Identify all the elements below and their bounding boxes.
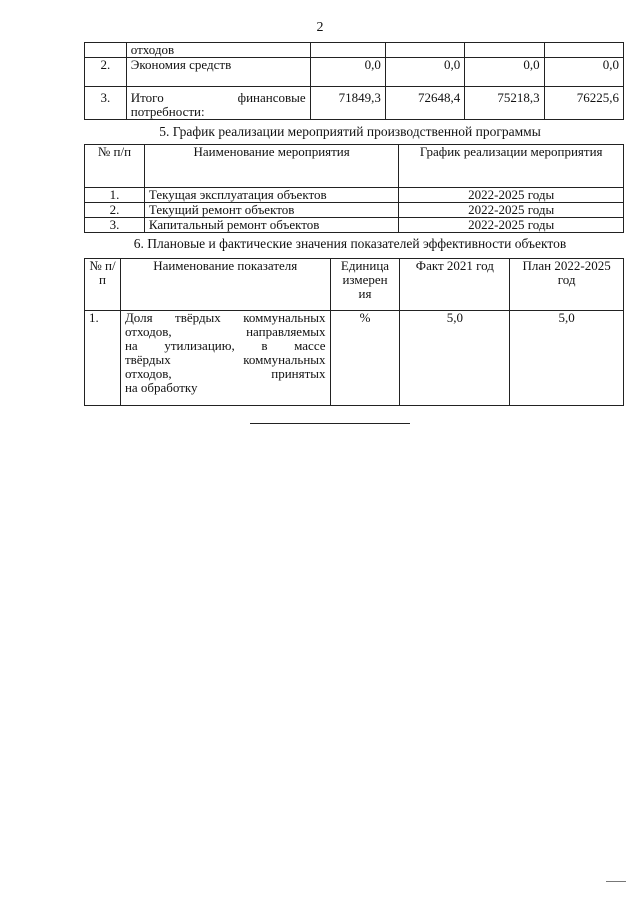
- financial-needs-table: [84, 42, 624, 120]
- table-row: [85, 218, 624, 233]
- table-row: [85, 58, 624, 87]
- row-number: 2.: [85, 58, 127, 87]
- row-number: [85, 43, 127, 58]
- row-number: 3.: [85, 87, 127, 120]
- value-cell: 0,0: [544, 58, 623, 87]
- scan-mark: [606, 881, 626, 882]
- value-cell: 0,0: [465, 58, 544, 87]
- value-cell: 75218,3: [465, 87, 544, 120]
- table-row: [85, 43, 624, 58]
- row-name-line: Итого финансовые: [130, 90, 306, 105]
- table-row: [85, 87, 624, 120]
- column-header-num: № п/п: [85, 259, 121, 311]
- row-schedule: 2022-2025 годы: [399, 188, 624, 203]
- row-number: 1.: [85, 188, 145, 203]
- row-name: отходов: [126, 43, 310, 58]
- row-name-line: Доля твёрдых коммунальных: [124, 310, 326, 325]
- row-name-line: отходов, принятых: [124, 366, 326, 381]
- row-name-line: твёрдых коммунальных: [124, 352, 326, 367]
- row-unit: %: [330, 311, 400, 406]
- table-row: [85, 311, 624, 406]
- row-number: 3.: [85, 218, 145, 233]
- value-cell: [310, 43, 385, 58]
- row-number: 1.: [85, 311, 121, 406]
- column-header-unit: Единица измерен ия: [330, 259, 400, 311]
- row-name-line: на утилизацию, в массе: [124, 338, 326, 353]
- row-name-line: отходов, направляемых: [124, 324, 326, 339]
- row-name: Капитальный ремонт объектов: [144, 218, 399, 233]
- column-header-fact: Факт 2021 год: [400, 259, 510, 311]
- row-schedule: 2022-2025 годы: [399, 203, 624, 218]
- section6-title: 6. Плановые и фактические значения показателей эффективности объектов: [133, 236, 567, 251]
- column-header-num: № п/п: [85, 145, 145, 188]
- table-header-row: [85, 259, 624, 311]
- row-name: [120, 311, 330, 406]
- column-header-schedule: График реализации мероприятия: [399, 145, 624, 188]
- table-row: [85, 188, 624, 203]
- section5-title: 5. График реализации мероприятий производственной программы: [159, 124, 541, 139]
- value-cell: 72648,4: [385, 87, 464, 120]
- schedule-table: [84, 144, 624, 233]
- column-header-name: Наименование показателя: [120, 259, 330, 311]
- value-cell: 0,0: [385, 58, 464, 87]
- column-header-plan: План 2022-2025 год: [510, 259, 624, 311]
- value-cell: [465, 43, 544, 58]
- row-fact: 5,0: [400, 311, 510, 406]
- table-header-row: [85, 145, 624, 188]
- row-name: Текущий ремонт объектов: [144, 203, 399, 218]
- row-name: [126, 87, 310, 120]
- page-number: 2: [316, 20, 324, 35]
- end-rule: [250, 423, 410, 424]
- value-cell: 71849,3: [310, 87, 385, 120]
- row-name: Текущая эксплуатация объектов: [144, 188, 399, 203]
- indicators-table: [84, 258, 624, 406]
- table-row: [85, 203, 624, 218]
- row-name-line: на обработку: [124, 380, 198, 395]
- value-cell: [385, 43, 464, 58]
- column-header-name: Наименование мероприятия: [144, 145, 399, 188]
- row-number: 2.: [85, 203, 145, 218]
- row-schedule: 2022-2025 годы: [399, 218, 624, 233]
- row-name-line: потребности:: [130, 104, 205, 119]
- row-name: Экономия средств: [126, 58, 310, 87]
- value-cell: 0,0: [310, 58, 385, 87]
- value-cell: 76225,6: [544, 87, 623, 120]
- row-plan: 5,0: [510, 311, 624, 406]
- value-cell: [544, 43, 623, 58]
